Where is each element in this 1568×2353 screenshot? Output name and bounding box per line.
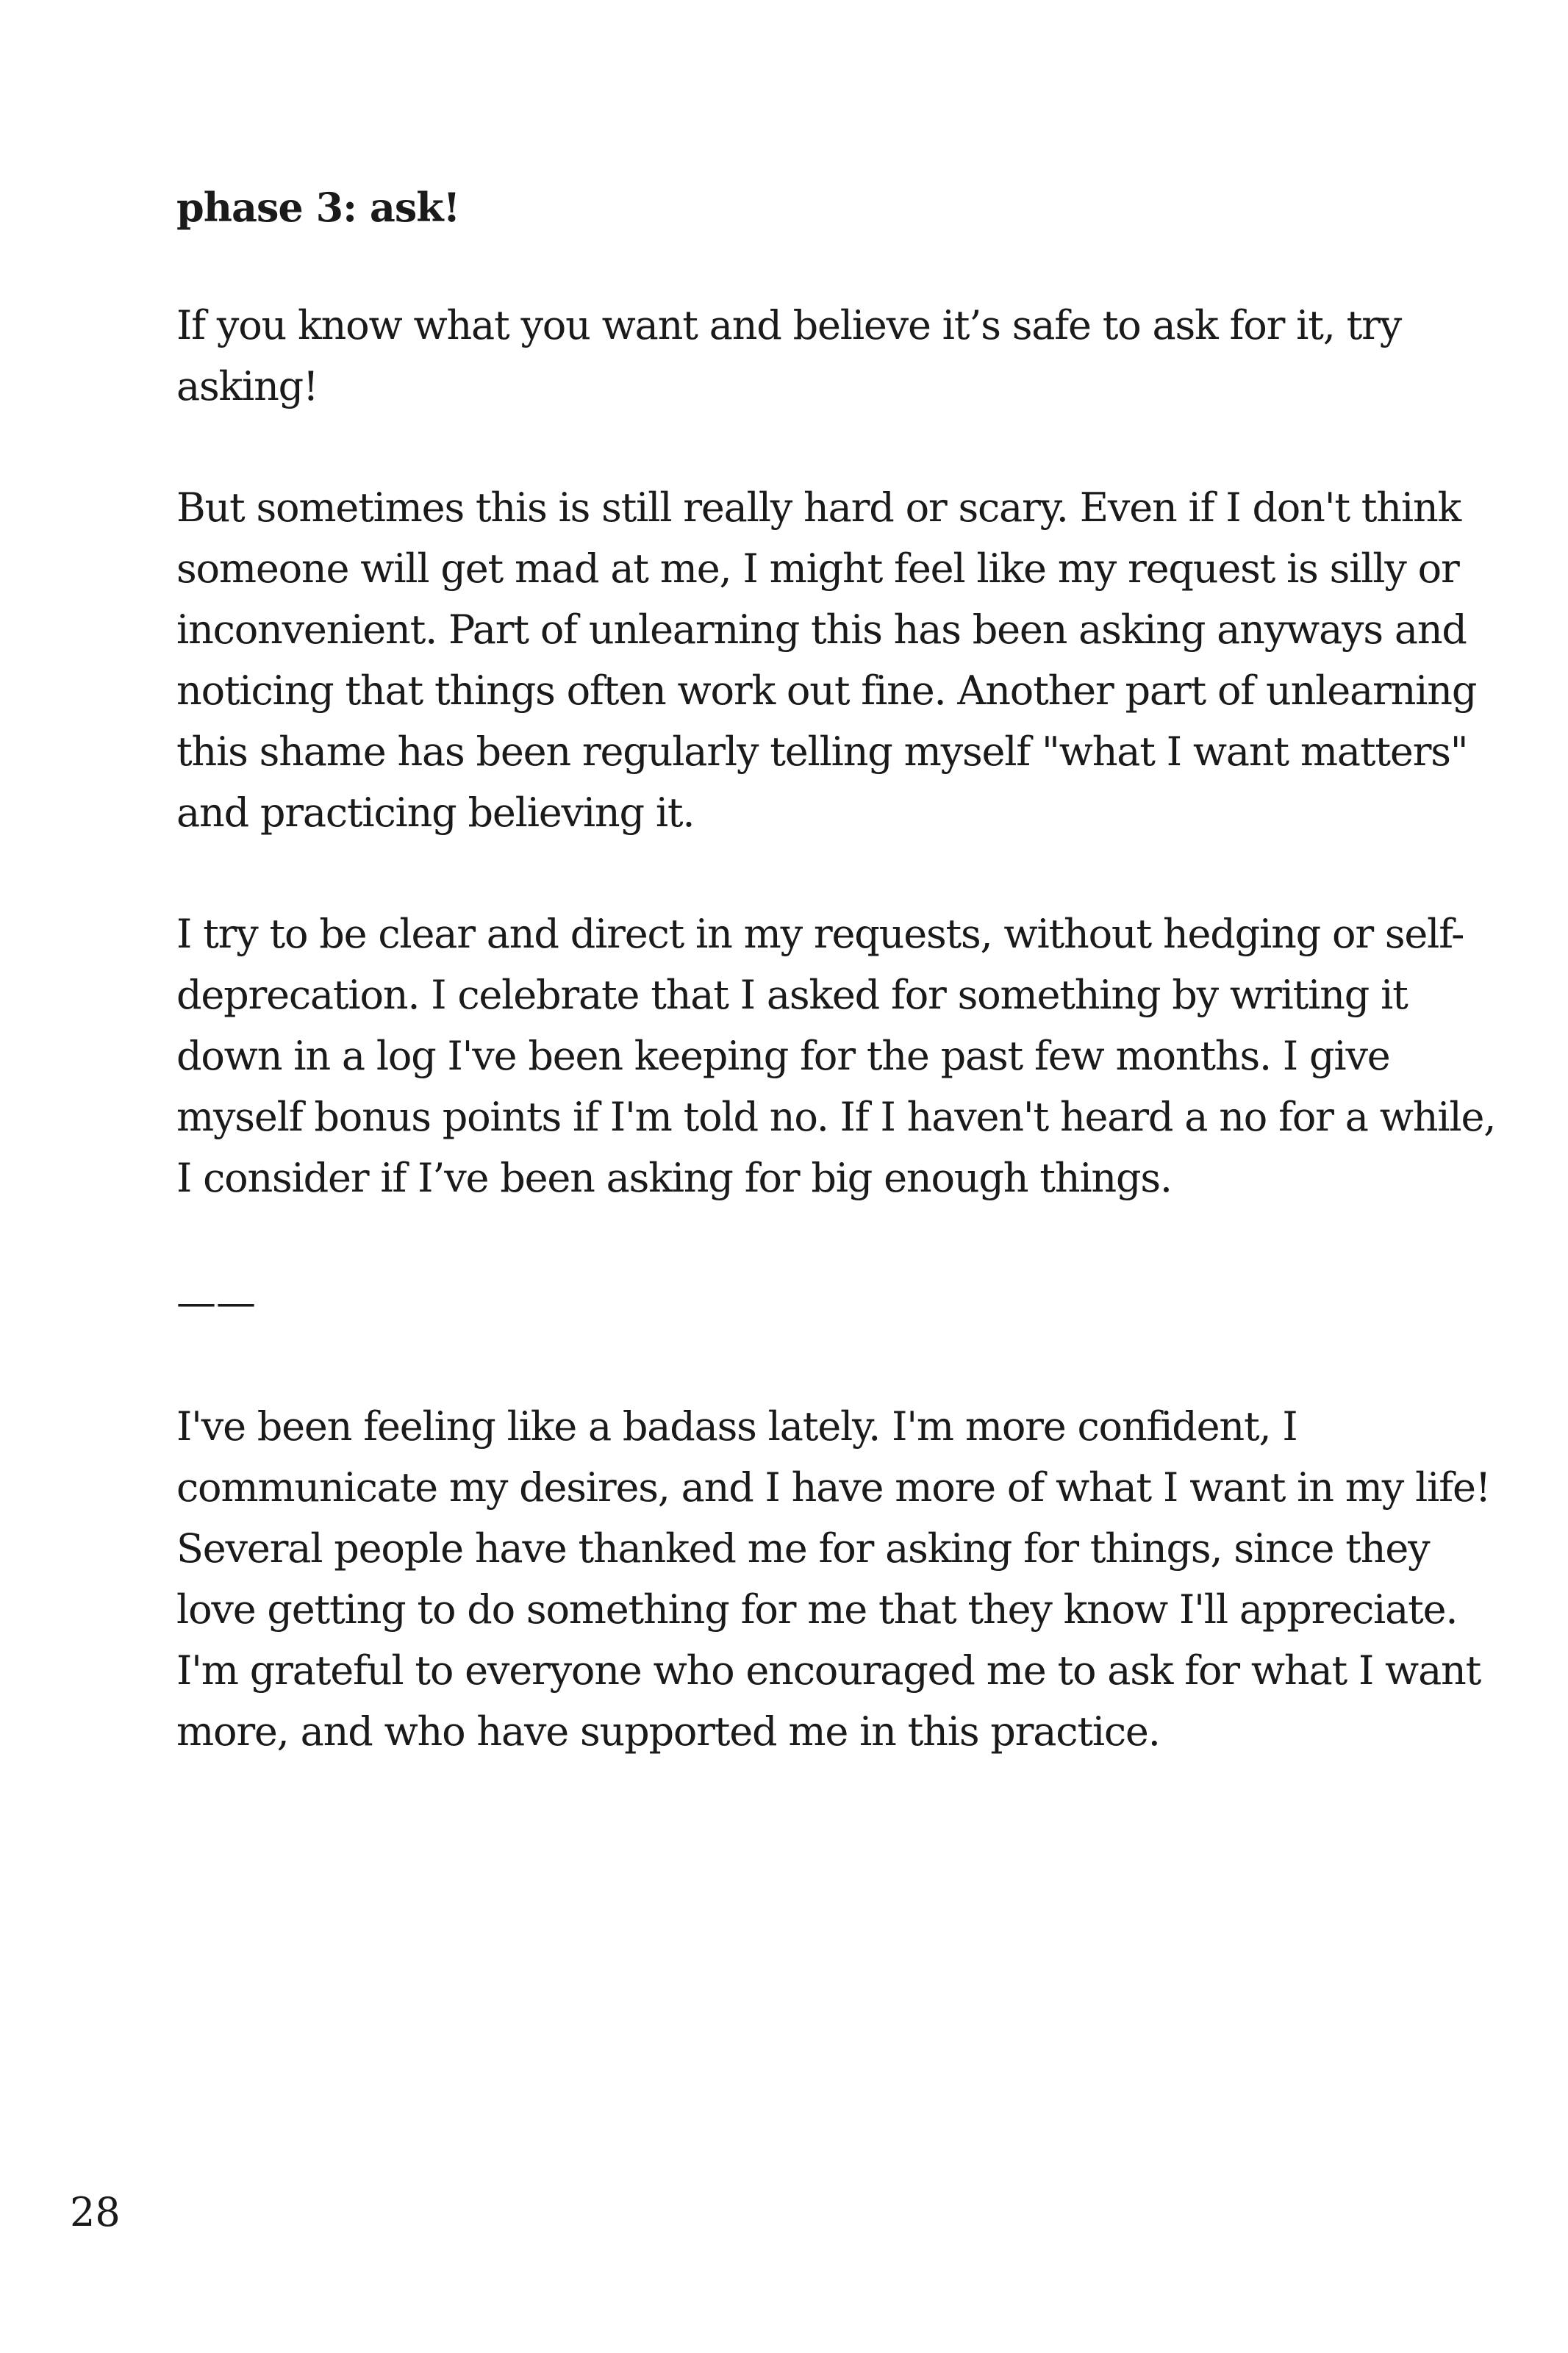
section-divider: —— <box>176 1279 256 1325</box>
paragraph-intro: If you know what you want and believe it’s safe to ask for it, try asking! <box>176 302 1402 409</box>
paragraph-clear-requests: I try to be clear and direct in my requests, without hedging or self-deprecation. I celebrate that I asked for something by writing it down in a log I've been keeping for the past few months. I give myself bonus points if I'm told no. If I haven't heard a no for a while, I consider if I’ve been asking for big enough things. <box>176 911 1496 1201</box>
section-heading: phase 3: ask! <box>176 184 460 231</box>
paragraph-hard-or-scary: But sometimes this is still really hard or scary. Even if I don't think someone will get mad at me, I might feel like my request is silly or inconvenient. Part of unlearning this has been asking anyways and noticing that things often work out fine. Another part of unlearning this shame has been regularly telling myself "what I want matters" and practicing believing it. <box>176 484 1477 836</box>
paragraph-reflection: I've been feeling like a badass lately. I'm more confident, I communicate my desires, and I have more of what I want in my life! Several people have thanked me for asking for things, since they love getting to do something for me that they know I'll appreciate. I'm grateful to everyone who encouraged me to ask for what I want more, and who have supported me in this practice. <box>176 1403 1491 1755</box>
spacer <box>176 1333 1500 1396</box>
spacer <box>176 843 1500 903</box>
page-number: 28 <box>70 2189 121 2235</box>
spacer <box>176 238 1500 295</box>
spacer <box>176 1208 1500 1272</box>
page-content <box>176 176 1500 1762</box>
spacer <box>176 417 1500 477</box>
